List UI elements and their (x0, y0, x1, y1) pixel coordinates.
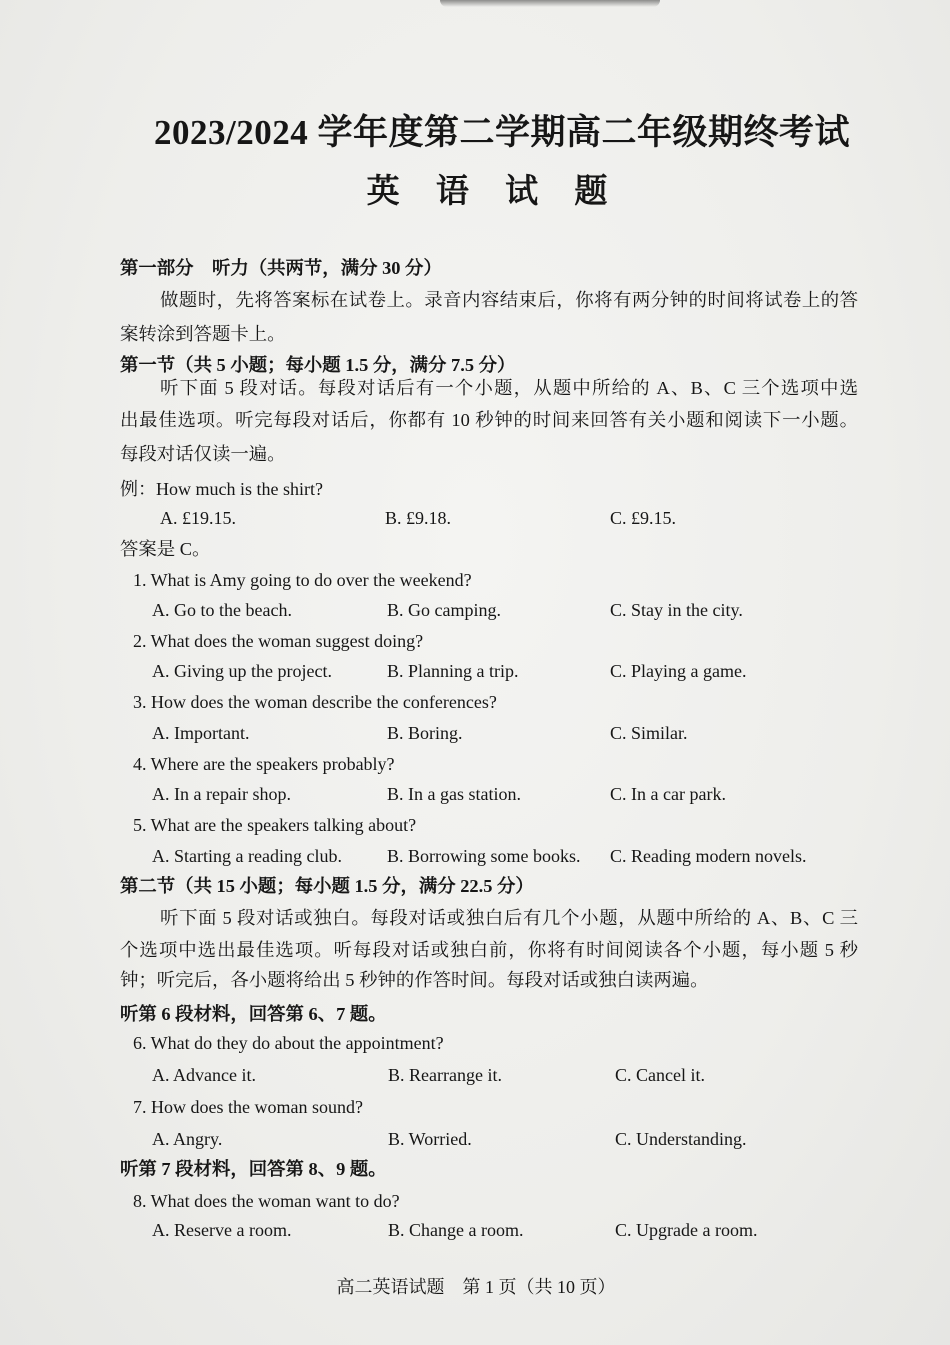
question-5: 5. What are the speakers talking about? (133, 815, 417, 835)
option-c: C. Upgrade a room. (615, 1220, 758, 1240)
question-4: 4. Where are the speakers probably? (133, 754, 395, 774)
section1-instructions-line: 听下面 5 段对话。每段对话后有一个小题，从题中所给的 A、B、C 三个选项中选 (160, 378, 858, 398)
option-c: C. Understanding. (615, 1129, 747, 1149)
option-b: B. Borrowing some books. (387, 846, 581, 866)
option-c: C. Playing a game. (610, 661, 747, 681)
option-a: A. Advance it. (152, 1065, 256, 1085)
option-a: A. £19.15. (160, 508, 236, 528)
question-4-options (0, 779, 950, 809)
section2-instructions-line: 个选项中选出最佳选项。听每段对话或独白前，你将有时间阅读各个小题，每小题 5 秒 (120, 940, 858, 960)
question-2-options (0, 656, 950, 686)
option-a: A. Go to the beach. (152, 600, 292, 620)
option-c: C. Stay in the city. (610, 600, 743, 620)
option-c: C. Cancel it. (615, 1065, 705, 1085)
question-8-options (0, 1215, 950, 1245)
question-6: 6. What do they do about the appointment? (133, 1033, 444, 1053)
option-c: C. In a car park. (610, 784, 726, 804)
option-c: C. Similar. (610, 723, 688, 743)
section2-heading: 第二节（共 15 小题；每小题 1.5 分，满分 22.5 分） (120, 876, 534, 896)
option-b: B. Rearrange it. (388, 1065, 502, 1085)
section2-instructions-line: 听下面 5 段对话或独白。每段对话或独白后有几个小题，从题中所给的 A、B、C 三 (160, 908, 858, 928)
option-a: A. Important. (152, 723, 250, 743)
material-7-label: 听第 7 段材料，回答第 8、9 题。 (120, 1159, 387, 1179)
part1-heading: 第一部分 听力（共两节，满分 30 分） (120, 258, 442, 278)
option-b: B. Planning a trip. (387, 661, 519, 681)
option-a: A. Reserve a room. (152, 1220, 292, 1240)
section1-instructions-line: 每段对话仅读一遍。 (120, 444, 286, 464)
question-3: 3. How does the woman describe the conferences? (133, 692, 497, 712)
option-b: B. Change a room. (388, 1220, 524, 1240)
example-answer: 答案是 C。 (120, 539, 211, 559)
part1-instructions-line: 做题时，先将答案标在试卷上。录音内容结束后，你将有两分钟的时间将试卷上的答 (160, 290, 858, 310)
section1-instructions-line: 出最佳选项。听完每段对话后，你都有 10 秒钟的时间来回答有关小题和阅读下一小题。 (120, 410, 858, 430)
option-a: A. Angry. (152, 1129, 223, 1149)
option-a: A. Giving up the project. (152, 661, 332, 681)
question-2: 2. What does the woman suggest doing? (133, 631, 424, 651)
option-b: B. In a gas station. (387, 784, 521, 804)
option-b: B. Worried. (388, 1129, 472, 1149)
option-b: B. £9.18. (385, 508, 452, 528)
page-footer: 高二英语试题 第 1 页（共 10 页） (336, 1277, 616, 1297)
example-question: 例：How much is the shirt? (120, 479, 323, 499)
option-b: B. Go camping. (387, 600, 501, 620)
section1-heading: 第一节（共 5 小题；每小题 1.5 分，满分 7.5 分） (120, 355, 516, 375)
question-3-options (0, 718, 950, 748)
exam-title: 2023/2024 学年度第二学期高二年级期终考试 (154, 113, 850, 152)
question-8: 8. What does the woman want to do? (133, 1191, 400, 1211)
question-1-options (0, 595, 950, 625)
material-6-label: 听第 6 段材料，回答第 6、7 题。 (120, 1004, 387, 1024)
option-b: B. Boring. (387, 723, 463, 743)
question-6-options (0, 1060, 950, 1090)
option-a: A. In a repair shop. (152, 784, 291, 804)
scan-edge-shadow (440, 0, 660, 7)
section2-instructions-line: 钟；听完后，各小题将给出 5 秒钟的作答时间。每段对话或独白读两遍。 (120, 970, 709, 990)
question-5-options (0, 841, 950, 871)
part1-instructions-line: 案转涂到答题卡上。 (120, 324, 286, 344)
example-options (0, 503, 950, 533)
question-7: 7. How does the woman sound? (133, 1097, 363, 1117)
question-1: 1. What is Amy going to do over the weekend? (133, 570, 472, 590)
exam-subtitle: 英 语 试 题 (366, 174, 622, 210)
option-c: C. £9.15. (610, 508, 677, 528)
question-7-options (0, 1124, 950, 1154)
option-a: A. Starting a reading club. (152, 846, 342, 866)
option-c: C. Reading modern novels. (610, 846, 807, 866)
